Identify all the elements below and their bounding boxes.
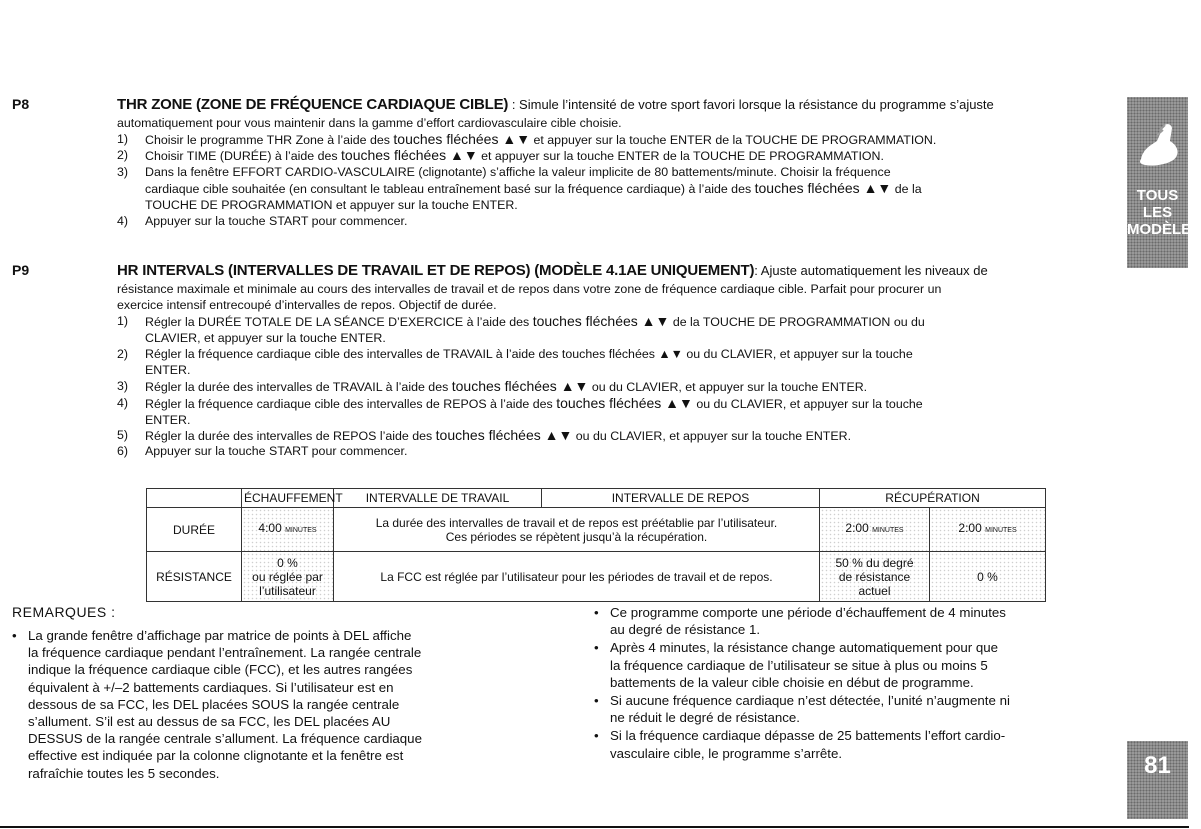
- table-header-row: [147, 489, 1046, 508]
- section-heading-p8: [117, 96, 994, 113]
- remark-line: La grande fenêtre d’affichage par matrice de points à DEL affiche: [28, 628, 412, 643]
- header-work-interval: INTERVALLE DE TRAVAIL: [334, 489, 542, 508]
- recovery-duration-1: 2:00: [845, 521, 869, 535]
- remark-line: battements de la valeur cible choisie en début de programme.: [610, 674, 974, 690]
- step-line: Régler la DURÉE TOTALE DE LA SÉANCE D’EXERCICE à l’aide des touches fléchées ▲▼ de la TOUCHE DE PROGRAMMATION ou du: [145, 313, 925, 329]
- remark-right-text: [610, 727, 1005, 761]
- recovery-duration-cell-2: [930, 508, 1046, 552]
- remark-line: Si aucune fréquence cardiaque n’est détectée, l’unité n’augmente ni: [610, 693, 1010, 708]
- step-number: 5): [117, 428, 129, 443]
- step-line: Régler la durée des intervalles de REPOS l’aide des touches fléchées ▲▼ ou du CLAVIER, et appuyer sur la touche ENTER.: [145, 427, 852, 444]
- running-shoe-icon: [1127, 97, 1188, 194]
- bullet: •: [594, 693, 599, 708]
- section-title-p8: THR ZONE (ZONE DE FRÉQUENCE CARDIAQUE CIBLE): [117, 96, 509, 113]
- table-row-resistance: [147, 552, 1046, 602]
- recovery-duration-unit-2: MINUTES: [985, 527, 1017, 534]
- step-number: 6): [117, 444, 129, 459]
- warmup-duration-cell: [242, 508, 334, 552]
- page-number: 81: [1144, 752, 1171, 779]
- step-number: 2): [117, 148, 129, 163]
- bottom-rule: [0, 826, 1189, 828]
- step-line: Appuyer sur la touche START pour commencer.: [145, 213, 408, 228]
- recovery-duration-unit-1: MINUTES: [872, 527, 904, 534]
- step-text: [145, 131, 936, 148]
- remark-line: dessous de sa FCC, les DEL placées SOUS la rangée centrale: [28, 696, 400, 712]
- step-line: ENTER.: [145, 362, 191, 377]
- section-title-p9: HR INTERVALS (INTERVALLES DE TRAVAIL ET DE REPOS) (MODÈLE 4.1AE UNIQUEMENT): [117, 262, 755, 279]
- step-line: TOUCHE DE PROGRAMMATION et appuyer sur la touche ENTER.: [145, 197, 518, 212]
- section-intro-p8-cont: automatiquement pour vous maintenir dans la gamme d’effort cardiovasculaire cible choisie.: [117, 116, 622, 130]
- header-rest-interval: INTERVALLE DE REPOS: [542, 489, 820, 508]
- tab-label-line: LES: [1142, 204, 1173, 221]
- recovery-duration-cell-1: [820, 508, 930, 552]
- warmup-resistance-cell: [242, 552, 334, 602]
- step-text: [145, 346, 913, 378]
- remark-line: DESSUS de la rangée centrale s’allument. La fréquence cardiaque: [28, 731, 422, 747]
- remark-line: effective est indiquée par la colonne clignotante et la fenêtre est: [28, 748, 404, 764]
- remark-left-text: [28, 627, 422, 782]
- tab-label-line: MODÈLES: [1127, 221, 1201, 238]
- recovery-resistance-2: de résistance actuel: [838, 569, 911, 598]
- section-number-p8: P8: [12, 96, 30, 112]
- step-number: 1): [117, 132, 129, 146]
- section-intro-p9-cont: résistance maximale et minimale au cours des intervalles de travail et de repos dans votre zone de fréquence cardiaque cible. Parfait pour procurer un: [117, 282, 942, 296]
- remark-line: Après 4 minutes, la résistance change automatiquement pour que: [610, 640, 999, 656]
- remark-right-text: [610, 604, 1006, 638]
- step-text: [145, 164, 922, 213]
- remark-line: indique la fréquence cardiaque cible (FCC), et les autres rangées: [28, 662, 413, 678]
- section-intro-p9: : Ajuste automatiquement les niveaux de: [754, 263, 988, 278]
- step-text: [145, 427, 851, 444]
- step-line: cardiaque cible souhaitée (en consultant le tableau entraînement basé sur la fréquence cardiaque) à l’aide des touches fléchées ▲▼ de la: [145, 179, 922, 196]
- step-line: Régler la durée des intervalles de TRAVAIL à l’aide des touches fléchées ▲▼ ou du CLAVIER, et appuyer sur la touche ENTER.: [145, 378, 868, 395]
- step-text: [145, 313, 925, 346]
- bullet: •: [594, 728, 599, 744]
- step-number: 1): [117, 314, 129, 328]
- recovery-resistance-cell-2: 0 %: [930, 552, 1046, 602]
- warmup-duration: 4:00: [258, 521, 282, 535]
- interval-resistance-cell: La FCC est réglée par l’utilisateur pour les périodes de travail et de repos.: [334, 552, 820, 602]
- step-number: 2): [117, 346, 129, 361]
- warmup-resistance-3: l’utilisateur: [259, 583, 316, 598]
- warmup-duration-unit: MINUTES: [285, 527, 317, 534]
- tab-label-line: TOUS: [1136, 187, 1179, 204]
- header-recovery: RÉCUPÉRATION: [820, 489, 1046, 508]
- recovery-resistance-cell-1: [820, 552, 930, 602]
- remark-line: s’allument. S’il est au dessus de sa FCC, les DEL placées AU: [28, 714, 391, 730]
- remark-right-text: [610, 639, 998, 691]
- recovery-resistance-1: 50 % du degré: [835, 555, 914, 570]
- step-number: 3): [117, 164, 129, 179]
- section-heading-p9: [117, 262, 988, 279]
- remark-line: rafraîchie toutes les 5 secondes.: [28, 765, 220, 781]
- step-line: ENTER.: [145, 412, 191, 427]
- warmup-resistance-1: 0 %: [277, 555, 298, 570]
- step-number: 3): [117, 379, 129, 394]
- bullet: •: [12, 628, 17, 643]
- step-line: Appuyer sur la touche START pour commencer.: [145, 444, 408, 459]
- row-label-resistance: RÉSISTANCE: [147, 552, 242, 602]
- step-text: [145, 395, 923, 428]
- step-number: 4): [117, 395, 129, 410]
- table-row-duration: [147, 508, 1046, 552]
- remarks-heading: REMARQUES :: [12, 604, 116, 620]
- bullet: •: [594, 640, 599, 656]
- section-intro-p8: : Simule l’intensité de votre sport favori lorsque la résistance du programme s’ajuste: [508, 97, 994, 112]
- recovery-duration-2: 2:00: [958, 521, 982, 535]
- remark-line: la fréquence cardiaque pendant l’entraînement. La rangée centrale: [28, 645, 422, 661]
- row-label-duration: DURÉE: [147, 508, 242, 552]
- step-line: Dans la fenêtre EFFORT CARDIO-VASCULAIRE (clignotante) s’affiche la valeur implicite de 80 battements/minute. Choisir la fréquence: [145, 164, 891, 179]
- step-text: [145, 147, 884, 164]
- remark-line: ne réduit le degré de résistance.: [610, 710, 800, 726]
- step-text: [145, 443, 407, 459]
- remark-line: Ce programme comporte une période d’échauffement de 4 minutes: [610, 605, 1006, 620]
- warmup-resistance-2: ou réglée par: [252, 569, 323, 584]
- remark-right-text: [610, 692, 1010, 726]
- remark-line: la fréquence cardiaque de l’utilisateur se situe à plus ou moins 5: [610, 657, 988, 673]
- remark-line: équivalent à +/–2 battements cardiaques. Si l’utilisateur est en: [28, 679, 394, 695]
- step-text: [145, 213, 407, 229]
- program-table: [146, 488, 1046, 602]
- step-line: Choisir le programme THR Zone à l’aide des touches fléchées ▲▼ et appuyer sur la touche ENTER de la TOUCHE DE PROGRAMMATION.: [145, 131, 937, 147]
- header-warmup: ÉCHAUFFEMENT: [242, 489, 334, 508]
- interval-duration-cell: [334, 508, 820, 552]
- interval-duration-text-2: Ces périodes se répètent jusqu’à la récupération.: [445, 529, 708, 544]
- step-text: [145, 378, 867, 395]
- step-line: CLAVIER, et appuyer sur la touche ENTER.: [145, 331, 386, 345]
- remark-line: vasculaire cible, le programme s’arrête.: [610, 745, 843, 761]
- sidebar-tab-icon: [1127, 97, 1188, 194]
- step-line: Régler la fréquence cardiaque cible des intervalles de TRAVAIL à l’aide des touches fléchées ▲▼ ou du CLAVIER, et appuyer sur la touche: [145, 346, 913, 361]
- step-line: Régler la fréquence cardiaque cible des intervalles de REPOS à l’aide des touches fléchées ▲▼ ou du CLAVIER, et appuyer sur la touche: [145, 394, 923, 411]
- bullet: •: [594, 605, 599, 620]
- interval-duration-text-1: La durée des intervalles de travail et de repos est préétablie par l’utilisateur.: [375, 515, 778, 530]
- step-number: 4): [117, 213, 129, 228]
- step-line: Choisir TIME (DURÉE) à l’aide des touches fléchées ▲▼ et appuyer sur la touche ENTER de la TOUCHE DE PROGRAMMATION.: [145, 147, 884, 164]
- section-number-p9: P9: [12, 262, 30, 278]
- remark-line: Si la fréquence cardiaque dépasse de 25 battements l’effort cardio-: [610, 728, 1006, 744]
- section-intro-p9-cont2: exercice intensif entrecoupé d’intervalles de repos. Objectif de durée.: [117, 298, 497, 312]
- table-corner-cell: [147, 489, 242, 508]
- remark-line: au degré de résistance 1.: [610, 622, 761, 638]
